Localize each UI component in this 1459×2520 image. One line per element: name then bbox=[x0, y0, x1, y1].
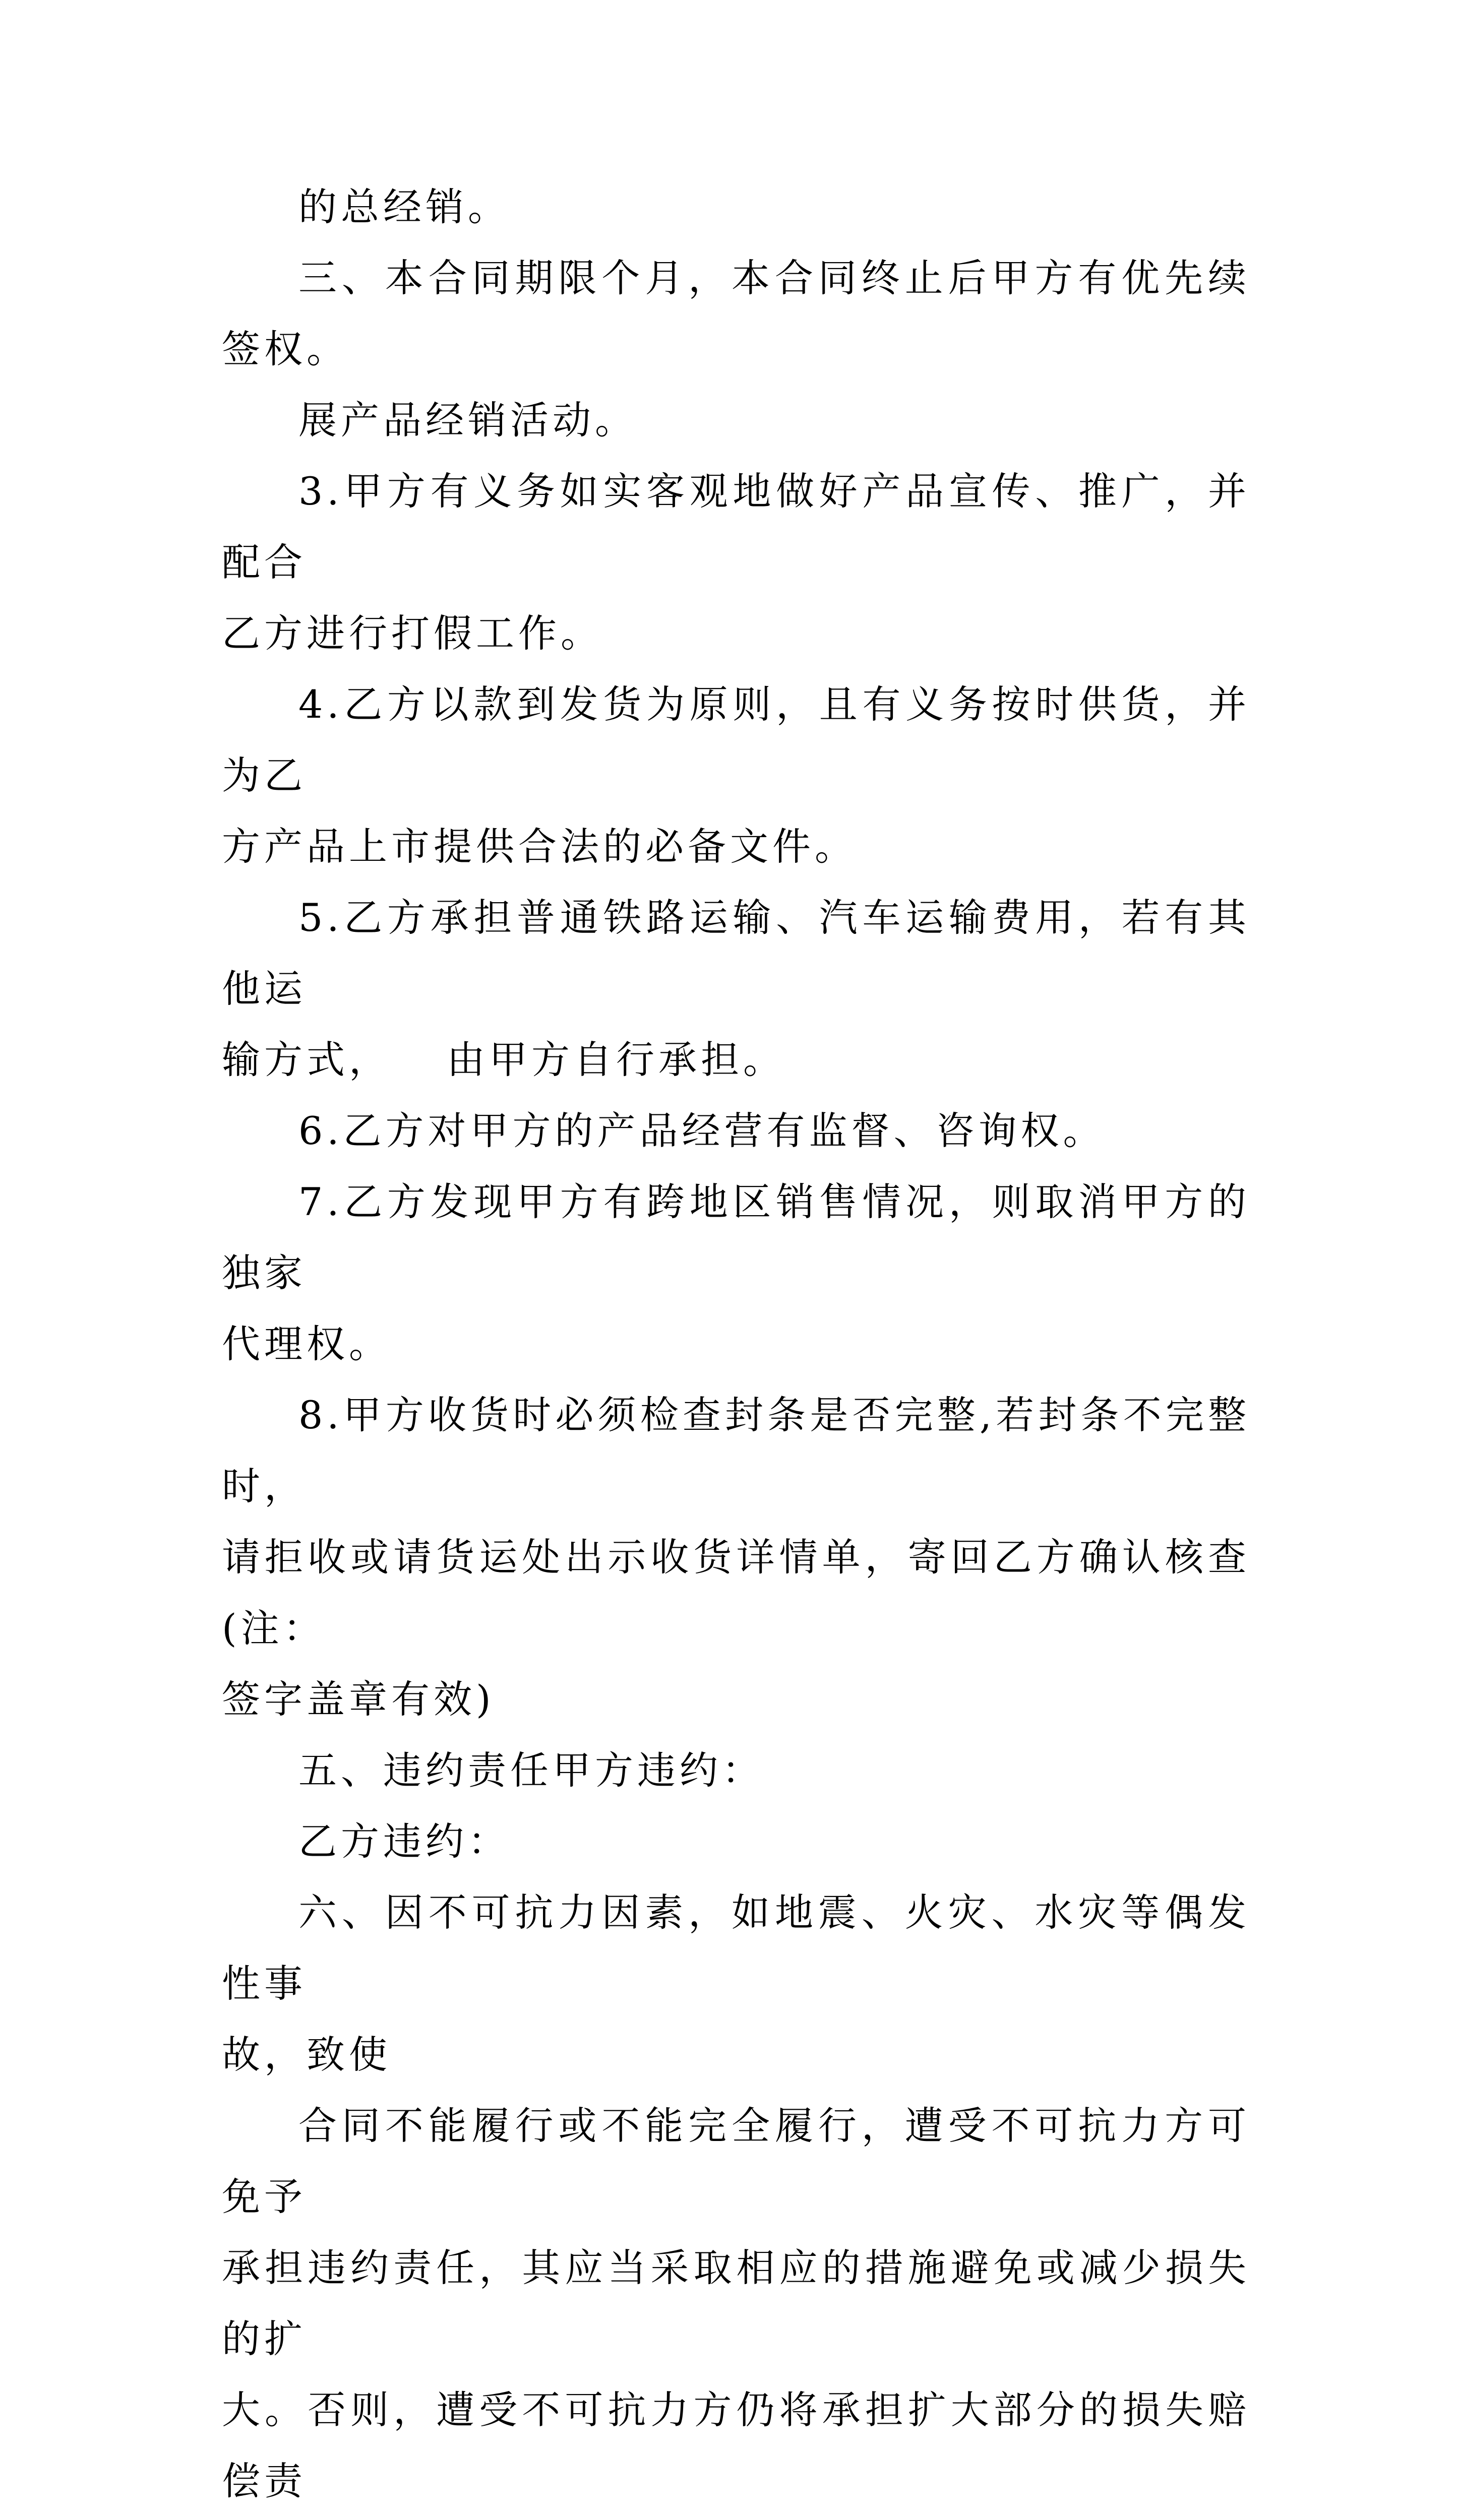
paragraph-10 bbox=[222, 1735, 1250, 1806]
text-line: 乙方违约： bbox=[298, 1819, 510, 1864]
text-segment: 由甲方自行承担。 bbox=[447, 1037, 785, 1082]
paragraph-4 bbox=[222, 456, 1250, 669]
text-line: 六、因不可抗力因素，如地震、火灾、水灾等偶发性事 bbox=[222, 1890, 1250, 2006]
text-line: 签字盖章有效) bbox=[222, 1677, 495, 1722]
paragraph-5 bbox=[222, 669, 1250, 882]
text-line bbox=[222, 2516, 1250, 2520]
text-line: 的总经销。 bbox=[298, 184, 510, 229]
paragraph-8 bbox=[222, 1166, 1250, 1379]
paragraph-11 bbox=[222, 1806, 1250, 1877]
text-line: 合同不能履行或不能完全履行，遭受不可抗力方可免予 bbox=[222, 2103, 1250, 2219]
text-line: 7.乙方发现甲方有跨地区销售情况，则取消甲方的独家 bbox=[222, 1179, 1250, 1295]
text-line: 请拒收或请货运处出示收货详情单，寄回乙方确认核查(注： bbox=[222, 1535, 1250, 1651]
text-segment: 输方式， bbox=[222, 1037, 391, 1082]
paragraph-13 bbox=[222, 2090, 1250, 2520]
paragraph-7 bbox=[222, 1095, 1250, 1166]
paragraph-3 bbox=[222, 385, 1250, 456]
text-line: 大。否则，遭受不可抗力方仍将承担扩大部分的损失赔偿责 bbox=[222, 2387, 1250, 2503]
text-line-split bbox=[222, 1024, 1250, 1095]
paragraph-1 bbox=[222, 171, 1250, 242]
text-line: 3.甲方有义务如实客观地做好产品宣传、推广，并配合 bbox=[222, 469, 1250, 585]
text-line: 8.甲方收货时必须检查封条是否完整,若封条不完整时， bbox=[222, 1393, 1250, 1508]
document-body bbox=[222, 171, 1250, 2520]
paragraph-2 bbox=[222, 242, 1250, 385]
text-line: 展产品经销活动。 bbox=[298, 398, 637, 443]
text-line: 方产品上市提供合法的必备文件。 bbox=[222, 824, 857, 869]
text-line: 4.乙方以款到发货为原则，且有义务按时供货，并为乙 bbox=[222, 682, 1250, 798]
paragraph-9 bbox=[222, 1379, 1250, 1735]
text-line: 故，致使 bbox=[222, 2032, 391, 2077]
text-line: 承担违约责任，其应当采取相应的措施避免或减少损失的扩 bbox=[222, 2245, 1250, 2361]
paragraph-12 bbox=[222, 1877, 1250, 2090]
text-line: 三、本合同期限个月，本合同终止后甲方有优先续签权。 bbox=[222, 256, 1250, 371]
text-line: 5.乙方承担普通铁路运输、汽车运输费用，若有其他运 bbox=[222, 895, 1250, 1011]
text-line: 6.乙方对甲方的产品经营有监督、咨询权。 bbox=[298, 1108, 1106, 1153]
text-line: 五、违约责任甲方违约： bbox=[298, 1748, 764, 1793]
paragraph-6 bbox=[222, 882, 1250, 1095]
text-line: 代理权。 bbox=[222, 1321, 391, 1366]
text-line: 乙方进行打假工作。 bbox=[222, 611, 603, 656]
